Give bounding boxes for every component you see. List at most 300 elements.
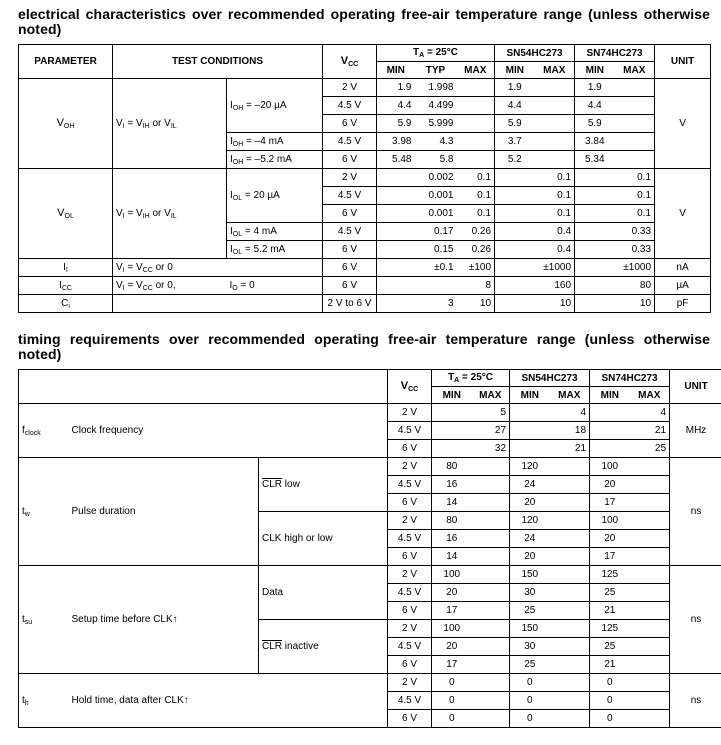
sn54-min-cell [495,169,535,187]
table-row [19,404,721,422]
vol-current-condition: $I_{OL} = 4$ mA [227,223,323,241]
ci-param: $C_i$ [19,295,113,313]
sn74-max-cell [630,458,670,476]
sn54-max-cell: 21 [550,440,590,458]
sn74-max-cell: 10 [615,295,655,313]
vcc-cell: 4.5 V [388,692,432,710]
sn54-min-cell: 120 [510,458,550,476]
sn74-min-cell [575,205,615,223]
max-cell: 0.1 [457,169,495,187]
sn74-max-cell [630,566,670,584]
sn54-max-cell [550,692,590,710]
min-cell: 5.9 [377,115,415,133]
sn74-max-cell [630,620,670,638]
sn54-min-cell: 1.9 [495,79,535,97]
min-cell: 0 [432,674,472,692]
tsu-description: Setup time before CLK↑ [69,566,259,674]
sn74-max-cell [630,476,670,494]
sn74-max-cell [630,710,670,728]
typ-cell: 0.002 [415,169,457,187]
sn54-max-cell [550,638,590,656]
sn74-max-cell [630,584,670,602]
sn54-max-cell: 0.1 [535,205,575,223]
sn54-min-cell: 30 [510,638,550,656]
test-conditions-header: TEST CONDITIONS [113,45,323,79]
sn54-min-cell [495,259,535,277]
vcc-cell: 2 V [388,674,432,692]
typ-cell: ±0.1 [415,259,457,277]
vol-current-condition: $I_{OL} = 5.2$ mA [227,241,323,259]
sn54-min-cell: 0 [510,692,550,710]
vol-current-condition: $I_{OL} = 20$ µA [227,169,323,223]
sn54-min-cell: 24 [510,476,550,494]
vcc-cell: 2 V [388,458,432,476]
min-header: MIN [495,62,535,79]
vcc-cell: 2 V to 6 V [323,295,377,313]
max-cell [472,548,510,566]
parameter-header: PARAMETER [19,45,113,79]
sn74-max-cell [630,638,670,656]
vcc-cell: 6 V [323,205,377,223]
typ-cell: 0.001 [415,187,457,205]
electrical-characteristics-table [18,44,711,313]
icc-unit: µA [655,277,711,295]
max-header: MAX [472,387,510,404]
sn54-max-cell [550,530,590,548]
sn54-max-cell [550,548,590,566]
vcc-cell: 6 V [388,494,432,512]
typ-cell: 0.17 [415,223,457,241]
vcc-cell: 2 V [323,169,377,187]
max-cell [472,458,510,476]
vcc-cell: 6 V [388,656,432,674]
sn54-max-cell [550,458,590,476]
vol-unit: V [655,169,711,259]
sn74-max-cell [630,602,670,620]
sn74-min-cell: 17 [590,548,630,566]
vcc-cell: 4.5 V [388,638,432,656]
max-cell: 0.26 [457,223,495,241]
max-cell: 32 [472,440,510,458]
sn74-max-cell [615,115,655,133]
voh-condition: $V_I = V_{IH}$ or $V_{IL}$ [113,79,227,169]
max-cell [472,476,510,494]
sn74-min-cell: 5.34 [575,151,615,169]
sn74-max-cell: 0.1 [615,187,655,205]
sn54-max-cell [535,79,575,97]
sn74-max-cell: 0.33 [615,223,655,241]
min-cell: 80 [432,458,472,476]
tsu-symbol: $t_{su}$ [19,566,69,674]
sn74-min-cell [590,404,630,422]
table-row [19,79,711,97]
max-cell [472,584,510,602]
tw-symbol: $t_w$ [19,458,69,566]
sn74-min-cell [590,440,630,458]
typ-cell: 4.499 [415,97,457,115]
ii-param: $I_I$ [19,259,113,277]
voh-current-condition: $I_{OH} = -20$ µA [227,79,323,133]
voh-unit: V [655,79,711,169]
min-cell [377,187,415,205]
max-cell [472,512,510,530]
sn74-max-cell: 21 [630,422,670,440]
typ-cell: 1.998 [415,79,457,97]
electrical-characteristics-title: electrical characteristics over recommended operating free-air temperature range (unless otherwise noted) [18,6,710,37]
max-cell [472,710,510,728]
sn74-min-cell: 5.9 [575,115,615,133]
sn54-min-cell: 30 [510,584,550,602]
sn74-min-cell: 125 [590,620,630,638]
min-cell [377,223,415,241]
sn54-max-cell [535,97,575,115]
sn74-min-cell: 25 [590,638,630,656]
vcc-cell: 4.5 V [388,530,432,548]
max-cell: 0.1 [457,187,495,205]
max-cell [472,656,510,674]
vcc-cell: 2 V [388,620,432,638]
sn74-min-cell [575,259,615,277]
sn54-max-cell [550,710,590,728]
max-cell [472,494,510,512]
max-cell: 27 [472,422,510,440]
fclock-description: Clock frequency [69,404,388,458]
sn74-min-cell: 20 [590,476,630,494]
table-row [19,259,711,277]
sn74-min-cell: 125 [590,566,630,584]
timing-requirements-title: timing requirements over recommended operating free-air temperature range (unless otherwise noted) [18,331,710,362]
min-cell: 16 [432,530,472,548]
fclock-unit: MHz [670,404,721,458]
min-cell: 14 [432,494,472,512]
sn74-min-cell: 1.9 [575,79,615,97]
max-header: MAX [535,62,575,79]
vcc-cell: 2 V [388,512,432,530]
max-cell [457,79,495,97]
max-cell: 0.26 [457,241,495,259]
sn74-max-cell [615,133,655,151]
sn74-min-cell: 21 [590,602,630,620]
sn54-header: SN54HC273 [495,45,575,62]
min-header: MIN [432,387,472,404]
tw-unit: ns [670,458,721,566]
icc-param: $I_{CC}$ [19,277,113,295]
typ-cell: 4.3 [415,133,457,151]
min-cell [377,259,415,277]
sn54-min-cell: 150 [510,566,550,584]
vol-condition: $V_I = V_{IH}$ or $V_{IL}$ [113,169,227,259]
sn54-min-cell: 5.2 [495,151,535,169]
sn74-max-cell: ±1000 [615,259,655,277]
min-cell: 0 [432,692,472,710]
sn74-min-cell [575,169,615,187]
sn74-min-cell [575,223,615,241]
sn54-min-cell: 5.9 [495,115,535,133]
min-header: MIN [377,62,415,79]
table-row [19,169,711,187]
timing-requirements-table [18,369,721,728]
vcc-cell: 4.5 V [388,476,432,494]
sn74-max-cell [615,97,655,115]
vcc-cell: 6 V [323,151,377,169]
ta-header: $T_A = 25^\circ C$ [432,370,510,387]
min-cell [432,422,472,440]
vcc-cell: 4.5 V [388,584,432,602]
min-cell: 5.48 [377,151,415,169]
sn54-min-cell: 3.7 [495,133,535,151]
vcc-cell: 6 V [323,259,377,277]
typ-cell: 0.001 [415,205,457,223]
icc-condition: $V_I = V_{CC}$ or 0, [113,277,227,295]
sn74-max-cell [630,530,670,548]
sn74-min-cell [575,295,615,313]
vcc-cell: 2 V [323,79,377,97]
sn54-min-cell: 0 [510,674,550,692]
ii-unit: nA [655,259,711,277]
voh-param: $V_{OH}$ [19,79,113,169]
max-cell [457,151,495,169]
min-cell [432,440,472,458]
sn54-max-cell [550,620,590,638]
min-cell [377,205,415,223]
sn54-min-cell [495,223,535,241]
min-cell: 4.4 [377,97,415,115]
max-cell [472,692,510,710]
sn74-min-cell [575,187,615,205]
sn54-max-cell: 10 [535,295,575,313]
max-cell: 8 [457,277,495,295]
voh-current-condition: $I_{OH} = -4$ mA [227,133,323,151]
sn74-header: SN74HC273 [590,370,670,387]
table-row [19,295,711,313]
ii-condition: $V_I = V_{CC}$ or 0 [113,259,323,277]
min-header: MIN [590,387,630,404]
vcc-cell: 4.5 V [323,187,377,205]
min-cell: 16 [432,476,472,494]
ci-unit: pF [655,295,711,313]
vcc-cell: 6 V [388,602,432,620]
tsu-condition-clr-inactive: $\overline{CLR}$ inactive [259,620,388,674]
icc-output-condition: $I_O = 0$ [227,277,323,295]
tw-condition-clr-low: $\overline{CLR}$ low [259,458,388,512]
sn54-max-cell: 4 [550,404,590,422]
sn54-max-cell: ±1000 [535,259,575,277]
sn54-max-cell [550,494,590,512]
vcc-cell: 4.5 V [323,223,377,241]
tw-description: Pulse duration [69,458,259,566]
sn74-min-cell: 100 [590,458,630,476]
sn54-max-cell: 0.1 [535,187,575,205]
typ-cell: 3 [415,295,457,313]
max-cell: 10 [457,295,495,313]
max-cell [472,620,510,638]
sn74-max-cell [630,674,670,692]
vcc-cell: 4.5 V [323,133,377,151]
vcc-cell: 4.5 V [388,422,432,440]
header-row-1 [19,370,721,387]
vcc-cell: 2 V [388,404,432,422]
vcc-cell: 6 V [323,241,377,259]
sn74-max-cell [630,548,670,566]
table-row [19,674,721,692]
sn54-min-cell: 120 [510,512,550,530]
tw-condition-clk: CLK high or low [259,512,388,566]
vcc-cell: 6 V [323,115,377,133]
sn54-min-cell [495,205,535,223]
sn74-header: SN74HC273 [575,45,655,62]
table-row [19,277,711,295]
sn54-max-cell [550,584,590,602]
fclock-symbol: $f_{clock}$ [19,404,69,458]
sn74-max-cell [630,494,670,512]
sn54-min-cell [495,241,535,259]
typ-cell: 5.8 [415,151,457,169]
header-row-1 [19,45,711,62]
unit-header: UNIT [655,45,711,79]
sn74-min-cell: 20 [590,530,630,548]
ta-header: $T_A = 25^\circ C$ [377,45,495,62]
max-header: MAX [615,62,655,79]
vcc-cell: 2 V [388,566,432,584]
max-cell [472,674,510,692]
max-cell: ±100 [457,259,495,277]
ci-condition [113,295,323,313]
max-header: MAX [457,62,495,79]
sn54-min-cell: 25 [510,602,550,620]
sn74-max-cell: 0.1 [615,205,655,223]
sn74-max-cell: 0.1 [615,169,655,187]
sn54-min-cell [495,187,535,205]
max-cell [457,115,495,133]
tsu-condition-data: Data [259,566,388,620]
th-description: Hold time, data after CLK↑ [69,674,388,728]
table-row [19,458,721,476]
max-cell [472,566,510,584]
typ-header: TYP [415,62,457,79]
min-header: MIN [510,387,550,404]
typ-cell [415,277,457,295]
sn74-max-cell [615,151,655,169]
min-cell [377,277,415,295]
sn54-max-cell [550,674,590,692]
max-cell [472,602,510,620]
vol-param: $V_{OL}$ [19,169,113,259]
sn54-min-cell: 25 [510,656,550,674]
sn74-min-cell [590,422,630,440]
sn54-min-cell: 4.4 [495,97,535,115]
sn54-max-cell [550,512,590,530]
min-cell: 100 [432,620,472,638]
max-cell [472,530,510,548]
sn74-min-cell: 25 [590,584,630,602]
vcc-cell: 6 V [323,277,377,295]
sn54-min-cell [510,404,550,422]
max-cell: 5 [472,404,510,422]
voh-current-condition: $I_{OH} = -5.2$ mA [227,151,323,169]
vcc-cell: 6 V [388,548,432,566]
sn54-min-cell [495,295,535,313]
sn74-min-cell: 0 [590,674,630,692]
th-symbol: $t_h$ [19,674,69,728]
sn74-min-cell [575,241,615,259]
sn54-max-cell: 0.4 [535,223,575,241]
sn54-min-cell: 150 [510,620,550,638]
min-cell: 20 [432,638,472,656]
min-cell: 20 [432,584,472,602]
min-cell: 14 [432,548,472,566]
min-cell [377,169,415,187]
sn54-max-cell [535,151,575,169]
min-cell [432,404,472,422]
sn74-min-cell: 17 [590,494,630,512]
vcc-cell: 6 V [388,440,432,458]
min-cell [377,295,415,313]
sn74-max-cell [630,512,670,530]
th-unit: ns [670,674,721,728]
max-cell [472,638,510,656]
sn54-min-cell [510,422,550,440]
sn74-min-cell: 0 [590,710,630,728]
sn74-min-cell: 0 [590,692,630,710]
min-cell: 3.98 [377,133,415,151]
min-cell: 17 [432,656,472,674]
sn54-min-cell: 20 [510,548,550,566]
sn54-max-cell: 160 [535,277,575,295]
sn74-min-cell: 100 [590,512,630,530]
max-header: MAX [630,387,670,404]
sn74-min-cell: 3.84 [575,133,615,151]
max-cell [457,133,495,151]
sn74-min-cell: 21 [590,656,630,674]
min-cell: 1.9 [377,79,415,97]
vcc-cell: 6 V [388,710,432,728]
sn74-min-cell: 4.4 [575,97,615,115]
min-cell: 100 [432,566,472,584]
typ-cell: 0.15 [415,241,457,259]
max-header: MAX [550,387,590,404]
sn74-max-cell: 25 [630,440,670,458]
sn54-min-cell: 24 [510,530,550,548]
sn54-max-cell: 0.1 [535,169,575,187]
sn54-min-cell: 0 [510,710,550,728]
sn74-max-cell: 80 [615,277,655,295]
sn54-max-cell [535,133,575,151]
min-cell: 17 [432,602,472,620]
unit-header: UNIT [670,370,721,404]
vcc-cell: 4.5 V [323,97,377,115]
sn54-max-cell: 18 [550,422,590,440]
sn54-max-cell [550,602,590,620]
typ-cell: 5.999 [415,115,457,133]
vcc-header: $V_{CC}$ [323,45,377,79]
min-cell: 80 [432,512,472,530]
vcc-header: $V_{CC}$ [388,370,432,404]
header-blank [19,370,388,404]
sn54-max-cell [550,566,590,584]
sn54-min-cell: 20 [510,494,550,512]
max-cell: 0.1 [457,205,495,223]
min-header: MIN [575,62,615,79]
max-cell [457,97,495,115]
table-row [19,566,721,584]
sn74-max-cell [630,692,670,710]
sn74-max-cell [615,79,655,97]
min-cell: 0 [432,710,472,728]
sn54-max-cell [550,476,590,494]
sn74-min-cell [575,277,615,295]
sn54-max-cell [550,656,590,674]
sn54-min-cell [510,440,550,458]
